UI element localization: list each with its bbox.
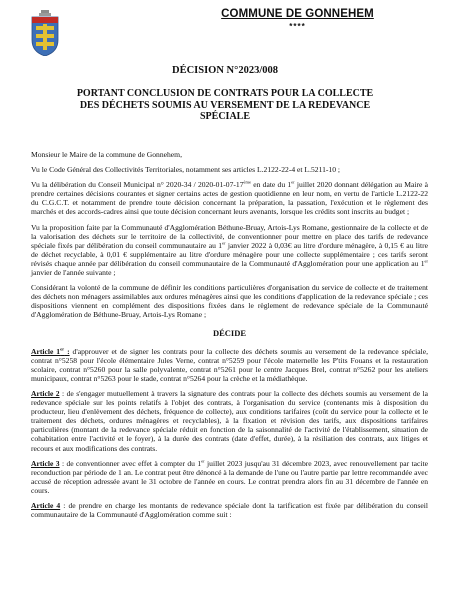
paragraph-code: Vu le Code Général des Collectivités Territoriales, notamment ses articles L.2122-22-4 et L.5211-10 ; xyxy=(31,165,341,175)
subject-line-1: PORTANT CONCLUSION DE CONTRATS POUR LA COLLECTE xyxy=(76,88,374,99)
decision-subject xyxy=(20,88,430,123)
p3-sup2: er xyxy=(291,179,295,185)
paragraph-proposal xyxy=(31,223,428,278)
article-4-text: : de prendre en charge les montants de redevance spéciale dont la tarification est fixée par délibération du conseil communautaire de la Communauté d'Agglomération comme suit : xyxy=(31,501,428,520)
p3-sup: ème xyxy=(243,179,252,185)
article-3-label: Article 3 xyxy=(31,458,60,468)
decide-heading: DÉCIDE xyxy=(212,327,247,338)
article-4 xyxy=(31,501,428,519)
subject-line-3: SPÉCIALE xyxy=(199,111,250,122)
article-3 xyxy=(31,459,428,495)
p4-text-c: janvier de l'année suivante ; xyxy=(31,268,116,278)
document-body xyxy=(31,150,428,523)
article-1-text: d'approuver et de signer les contrats pour la collecte des déchets soumis au versement de la redevance spéciale, contrat n°5258 pour l'école élémentaire Jules Verne, contrat n°5259 pour l'école maternelle les P'tits Fouans et la restauration scolaire, contrat n°5260 pour la salle polyvalente, contrat n°5261 pour le centre Jacques Brel, contrat n°5262 pour les ateliers municipaux, contrat n°5263 pour le stade, contrat n°5264 pour la crèche et la médiathèque. xyxy=(31,346,428,383)
p4-text-a: Vu la proposition faite par la Communauté d'Agglomération Béthune-Bruay, Artois-Lys Romane, gestionnaire de la collecte et de la valorisation des déchets sur le territoire de la collectivité, de conventionner pour mettre en place des tarifs de redevance spéciale fixés par délibération du conseil communautaire au 1 xyxy=(31,222,428,250)
article-4-label: Article 4 xyxy=(31,501,61,510)
p4-sup2: er xyxy=(424,258,428,264)
decision-number: DÉCISION N°2023/008 xyxy=(171,65,278,76)
article-3-text-a: : de conventionner avec effet à compter du 1 xyxy=(59,458,202,468)
article-3-sup: er xyxy=(201,458,205,464)
article-2 xyxy=(31,389,428,453)
article-2-label: Article 2 xyxy=(31,388,60,398)
paragraph-mayor: Monsieur le Maire de la commune de Gonnehem, xyxy=(31,150,182,159)
p4-text-b: janvier 2022 à 0,03€ au litre d'ordure ménagère, à 0,15 € au litre de déchet recyclable, à 0,01 € supplémentaire au litre d'ordure ménagère pour une collecte supplémentaire ; ces tarifs seront révisés chaque année par délibération du conseil communautaire de la Communauté d'Agglomération pour une application au 1 xyxy=(31,240,428,268)
article-1 xyxy=(31,347,428,383)
p3-text-b: en date du 1 xyxy=(251,180,292,190)
p3-text-c: juillet 2020 donnant délégation au Maire à prendre certaines décisions courantes et signer certains actes de gestion quotidienne en leur nom, en vertu de l'article L.2122-22 du C.G.C.T. et notamment de prendre toute décision concernant la préparation, la passation, l'exécution et le règlement des marchés et des accords-cadres ainsi que toute décision concernant leurs avenants, lorsque les crédits sont inscrits au budget ; xyxy=(31,180,428,217)
article-3-text-b: juillet 2023 jusqu'au 31 décembre 2023, avec renouvellement par tacite reconduction par période de 1 an. Le contrat peut être dénoncé à la demande de l'une ou l'autre partie par lettre recommandée avec accusé de réception adressée avant le 31 octobre de l'année en cours. Le contrat prendra alors fin au 31 décembre de l'année en cours. xyxy=(31,458,428,495)
article-1-label: Article 1er : xyxy=(31,346,70,356)
paragraph-considering: Considérant la volonté de la commune de définir les conditions particulières d'organisation du service de collecte et de traitement des déchets non ménagers assimilables aux ordures ménagères ainsi que les conditions d'application de la redevance spéciale ; ces dispositions viennent en complément des dispositions fixées dans le règlement de redevance spéciale de la Communauté d'Agglomération de Béthune-Bruay, Artois-Lys Romane ; xyxy=(31,283,428,320)
coat-of-arms-icon xyxy=(30,10,60,56)
subject-line-2: DES DÉCHETS SOUMIS AU VERSEMENT DE LA REDEVANCE xyxy=(79,99,371,111)
p3-text-a: Vu la délibération du Conseil Municipal n° 2020-34 / 2020-01-07-17 xyxy=(31,180,244,190)
header-stars: **** xyxy=(289,22,306,31)
commune-name: COMMUNE DE GONNEHEM xyxy=(221,8,374,20)
article-2-text: : de s'engager mutuellement à travers la signature des contrats pour la collecte des déchets soumis au versement de la redevance spéciale sur les points relatifs à l'objet des contrats, à l'organisation du service (contenants mis à disposition du producteur, lieu d'enlèvement des déchets, fréquence de collecte), aux conditions tarifaires (coût du service pour la collecte et le traitement des déchets, ordures ménagères et recyclables), à la fixation et révision des tarifs, aux dispositions tarifaires particulières (montant de la redevance spéciale réduit en fonction de la saisonnalité de l'activité de l'établissement, situation de cohabitation entre l'activité et le foyer), à la durée des contrats (date d'effet, durée), à la résiliation des contrats, aux litiges et recours et aux modifications des contrats. xyxy=(31,388,428,453)
paragraph-deliberation xyxy=(31,180,428,216)
p4-sup: er xyxy=(222,240,226,246)
